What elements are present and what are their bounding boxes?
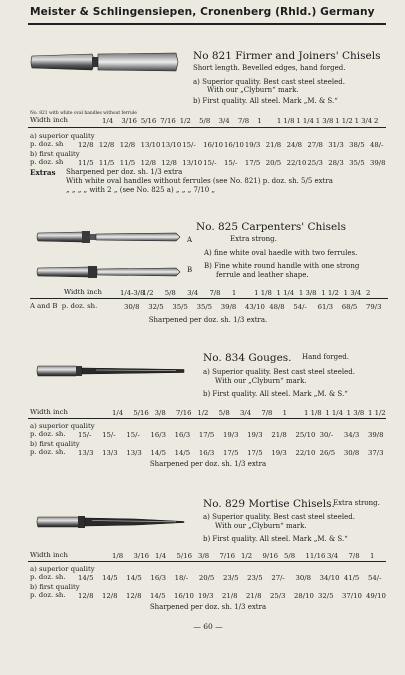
a834-cell: 19/3 [247, 431, 263, 439]
w825-cell: 1 1/8 [254, 289, 272, 297]
w825-cell: 1 [231, 289, 237, 297]
s829-b-unit: p. doz. sh. [30, 591, 66, 599]
b829-cell: 12/8 [126, 592, 142, 600]
p825-cell: 79/3 [366, 303, 382, 311]
a821-cell: 27/8 [307, 141, 323, 149]
page-header: Meister & Schlingensiepen, Cronenberg (Rhld.) Germany [30, 6, 375, 18]
s834-extra: Sharpened per doz. sh. 1/3 extra [149, 460, 267, 468]
s821-rule [28, 127, 386, 128]
b829-cell: 37/10 [342, 592, 362, 600]
w834-cell: 1 3/8 [346, 409, 365, 417]
b834-cell: 17/5 [223, 449, 239, 457]
b829-cell: 19/3 [198, 592, 214, 600]
b821-cell: 11/5 [78, 159, 94, 167]
s834-title: No. 834 Gouges. [203, 352, 292, 364]
b834-cell: 16/3 [198, 449, 215, 457]
w825-cell: 2 [366, 289, 371, 297]
a821-cell: 16/10 [224, 141, 244, 149]
a821-cell: 24/8 [286, 141, 303, 149]
w821-cell: 3/4 [218, 117, 230, 125]
s829-rule [28, 561, 386, 562]
s825-option-b: B) Fine white round handle with one strong [204, 262, 360, 270]
w829-cell: 1 [370, 552, 375, 560]
a829-cell: 14/5 [78, 574, 94, 582]
s821-option-b: b) First quality. All steel. Mark „M. & S.“ [193, 97, 338, 105]
b829-cell: 49/10 [366, 592, 386, 600]
s829-option-a: a) Superior quality. Best cast steel steeled. [203, 513, 355, 521]
w821-cell: 1 [257, 117, 262, 125]
w825-cell: 7/8 [209, 289, 221, 297]
p825-cell: 32/5 [148, 303, 164, 311]
s829-b-label: b) first quality [30, 583, 80, 591]
s829-extra: Sharpened per doz. sh. 1/3 extra [149, 603, 267, 611]
s821-subtitle: Short length. Bevelled edges, hand forged. [193, 64, 346, 72]
a834-cell: 21/8 [271, 431, 287, 439]
a834-cell: 15/- [126, 431, 140, 439]
s825-option-b-detail: ferrule and leather shape. [216, 271, 309, 279]
b829-cell: 32/5 [318, 592, 334, 600]
a829-cell: 23/5 [223, 574, 239, 582]
s834-b-label: b) first quality [30, 440, 80, 448]
a829-cell: 41/5 [343, 574, 360, 582]
s829-extra-strong: Extra strong. [333, 499, 380, 507]
firmer-chisel-illustration [30, 48, 180, 76]
s821-b-unit: p. doz. sh [30, 158, 64, 166]
w829-cell: 3/16 [133, 552, 149, 560]
a821-cell: 19/3 [244, 141, 261, 149]
w825-cell: 5/8 [164, 289, 176, 297]
w821-cell: 7/16 [160, 117, 176, 125]
s834-b-unit: p. doz. sh. [30, 448, 66, 456]
a821-cell: 38/5 [349, 141, 365, 149]
w829-cell: 11/16 [305, 552, 326, 560]
a829-cell: 34/10 [319, 574, 340, 582]
a829-cell: 14/5 [126, 574, 142, 582]
b829-cell: 14/5 [150, 592, 166, 600]
s829-option-b: b) First quality. All steel. Mark „M. & S.“ [203, 535, 348, 543]
b821-cell: 15/- [224, 159, 238, 167]
a821-cell: 13/10 [140, 141, 161, 149]
s825-option-a: A) fine white oval haedle with two ferrules. [204, 249, 358, 257]
a829-cell: 14/5 [102, 574, 118, 582]
a834-cell: 15/- [102, 431, 116, 439]
s829-a-label: a) superior quality [30, 565, 95, 573]
w821-cell: 2 [374, 117, 379, 125]
s821-title: No 821 Firmer and Joiners' Chisels [193, 50, 381, 62]
s825-label-b: B [187, 266, 193, 274]
p825-cell: 30/8 [124, 303, 140, 311]
b829-cell: 12/8 [102, 592, 118, 600]
w825-cell: 1 1/4 [276, 289, 295, 297]
p825-cell: 68/5 [341, 303, 358, 311]
w834-cell: 5/8 [218, 409, 230, 417]
w829-cell: 5/16 [176, 552, 192, 560]
w821-cell: 1/4 [102, 117, 114, 125]
b829-cell: 21/8 [222, 592, 238, 600]
b821-cell: 12/8 [140, 159, 157, 167]
header-rule [28, 23, 386, 25]
s821-extras-label: Extras [30, 168, 56, 177]
s821-a-unit: p. doz. sh [30, 140, 64, 148]
b829-cell: 28/10 [294, 592, 314, 600]
w821-cell: 1/2 [179, 117, 191, 125]
a821-cell: 31/3 [328, 141, 344, 149]
p825-cell: 39/8 [220, 303, 237, 311]
s825-price-label: A and B p. doz. sh. [30, 302, 98, 310]
b821-cell: 35/5 [349, 159, 365, 167]
b834-cell: 22/10 [295, 449, 316, 457]
w821-cell: 7/8 [238, 117, 250, 125]
a829-cell: 54/- [368, 574, 382, 582]
a834-cell: 16/3 [174, 431, 191, 439]
w834-cell: 1 [282, 409, 288, 417]
w829-cell: 3/4 [327, 552, 339, 560]
s834-hand-forged: Hand forged. [302, 353, 349, 361]
b834-cell: 19/3 [271, 449, 287, 457]
w829-cell: 1/8 [112, 552, 124, 560]
s821-b-label: b) first quality [30, 150, 80, 158]
s821-a-label: a) superior quality [30, 132, 95, 140]
a834-cell: 25/10 [295, 431, 316, 439]
b829-cell: 21/8 [246, 592, 262, 600]
a821-cell: 12/8 [119, 141, 136, 149]
s825-label-a: A [187, 236, 193, 244]
w834-cell: 1/2 [197, 409, 209, 417]
s834-a-unit: p. doz. sh. [30, 430, 66, 438]
b829-cell: 25/3 [270, 592, 286, 600]
b834-cell: 13/3 [102, 449, 118, 457]
a821-cell: 12/8 [78, 141, 94, 149]
a834-cell: 39/8 [368, 431, 384, 439]
s829-a-unit: p. doz. sh. [30, 573, 66, 581]
w834-cell: 7/8 [261, 409, 273, 417]
w825-cell: 1/4-3/8 [120, 289, 145, 297]
a834-cell: 34/3 [343, 431, 360, 439]
w829-cell: 9/16 [262, 552, 278, 560]
a829-cell: 30/8 [295, 574, 311, 582]
s834-a-label: a) superior quality [30, 422, 95, 430]
a834-cell: 16/3 [150, 431, 166, 439]
w829-cell: 3/8 [198, 552, 210, 560]
s834-option-b: b) First quality. All steel. Mark „M. & S.“ [203, 390, 348, 398]
w834-cell: 1/4 [112, 409, 124, 417]
w825-cell: 1/2 [142, 289, 154, 297]
w834-cell: 1 1/4 [325, 409, 343, 417]
b834-cell: 13/3 [78, 449, 94, 457]
w821-cell: 3/16 [121, 117, 137, 125]
b821-cell: 11/5 [119, 159, 136, 167]
s825-subtitle: Extra strong. [230, 235, 277, 243]
a821-cell: 15/- [182, 141, 196, 149]
b834-cell: 14/5 [174, 449, 191, 457]
b821-cell: 25/3 [307, 159, 323, 167]
w829-cell: 1/2 [241, 552, 253, 560]
w825-cell: 1 3/4 [343, 289, 362, 297]
b834-cell: 26/5 [319, 449, 336, 457]
a821-cell: 21/8 [265, 141, 282, 149]
a829-cell: 27/- [271, 574, 285, 582]
s829-width-label: Width inch [30, 551, 68, 559]
page-number: — 60 — [193, 622, 223, 631]
s821-width-label: Width inch [30, 116, 68, 124]
w825-cell: 3/4 [187, 289, 199, 297]
b821-cell: 12/8 [161, 159, 177, 167]
w834-cell: 1 1/2 [368, 409, 386, 417]
w834-cell: 1 1/8 [304, 409, 322, 417]
a821-cell: 12/8 [98, 141, 115, 149]
w825-cell: 1 1/2 [321, 289, 339, 297]
s829-option-a-mark: With our „Clyburn“ mark. [215, 522, 307, 530]
s825-width-label: Width inch [64, 288, 102, 296]
p825-cell: 43/10 [245, 303, 265, 311]
carpenter-chisel-a-illustration [36, 227, 182, 247]
a829-cell: 16/3 [150, 574, 166, 582]
p825-cell: 48/8 [269, 303, 285, 311]
s834-rule [28, 418, 386, 419]
s821-extras-ferrules: „ „ „ „ with 2 „ (see No. 825 a) „ „ „ 7/10 „ [66, 186, 216, 194]
a821-cell: 13/10 [161, 141, 182, 149]
w829-cell: 1/4 [155, 552, 167, 560]
a829-cell: 23/5 [247, 574, 263, 582]
b829-cell: 16/10 [174, 592, 194, 600]
p825-cell: 61/3 [317, 303, 334, 311]
w821-cell: 1 1/8 [276, 117, 295, 125]
a821-cell: 16/10 [203, 141, 223, 149]
s821-caption: No. 821 with white oval handles without ferrule [30, 111, 137, 116]
s821-option-a: a) Superior quality. Best cast steel steeled. [193, 78, 345, 86]
w829-cell: 7/16 [219, 552, 235, 560]
a834-cell: 15/- [78, 431, 92, 439]
b821-cell: 11/5 [98, 159, 115, 167]
b821-cell: 20/5 [265, 159, 282, 167]
w821-cell: 5/16 [140, 117, 157, 125]
w821-cell: 1 3/4 [354, 117, 373, 125]
s834-width-label: Width inch [30, 408, 68, 416]
b821-cell: 39/8 [370, 159, 386, 167]
w829-cell: 5/8 [284, 552, 296, 560]
s825-title: No. 825 Carpenters' Chisels [196, 221, 346, 233]
w834-cell: 5/16 [133, 409, 149, 417]
s829-title: No. 829 Mortise Chisels. [203, 498, 335, 510]
w821-cell: 5/8 [199, 117, 211, 125]
b821-cell: 22/10 [286, 159, 307, 167]
w829-cell: 7/8 [348, 552, 360, 560]
a834-cell: 30/- [319, 431, 334, 439]
w821-cell: 1 1/2 [335, 117, 353, 125]
s821-extras-oval: With white oval handles without ferrules (see No. 821) p. doz. sh. 5/5 extra [66, 177, 333, 185]
w821-cell: 1 3/8 [315, 117, 334, 125]
mortise-chisel-illustration [36, 511, 186, 533]
b834-cell: 13/3 [126, 449, 142, 457]
p825-cell: 35/5 [196, 303, 213, 311]
s834-option-a-mark: With our „Clyburn“ mark. [215, 377, 307, 385]
w821-cell: 1 1/4 [296, 117, 314, 125]
s821-extras-sharpened: Sharpened per doz. sh. 1/3 extra [66, 168, 183, 176]
b834-cell: 17/5 [247, 449, 263, 457]
b834-cell: 37/3 [368, 449, 384, 457]
b821-cell: 28/3 [328, 159, 344, 167]
carpenter-chisel-b-illustration [36, 262, 182, 282]
s825-extra: Sharpened per doz. sh. 1/3 extra. [148, 316, 268, 324]
a821-cell: 48/- [370, 141, 384, 149]
gouge-illustration [36, 361, 186, 381]
b829-cell: 12/8 [78, 592, 94, 600]
p825-cell: 54/- [293, 303, 307, 311]
b821-cell: 13/10 [182, 159, 203, 167]
w834-cell: 3/4 [240, 409, 252, 417]
p825-cell: 35/5 [172, 303, 188, 311]
w834-cell: 3/8 [154, 409, 166, 417]
a829-cell: 18/- [174, 574, 189, 582]
w825-cell: 1 3/8 [298, 289, 317, 297]
a834-cell: 17/5 [198, 431, 215, 439]
s821-option-a-mark: With our „Clyburn“ mark. [207, 86, 299, 94]
a834-cell: 19/3 [223, 431, 239, 439]
w834-cell: 7/16 [176, 409, 192, 417]
s834-option-a: a) Superior quality. Best cast steel steeled. [203, 368, 355, 376]
a829-cell: 20/5 [198, 574, 215, 582]
b821-cell: 17/5 [244, 159, 261, 167]
b821-cell: 15/- [203, 159, 217, 167]
s825-rule [30, 298, 388, 299]
b834-cell: 14/5 [150, 449, 166, 457]
b834-cell: 30/8 [343, 449, 360, 457]
